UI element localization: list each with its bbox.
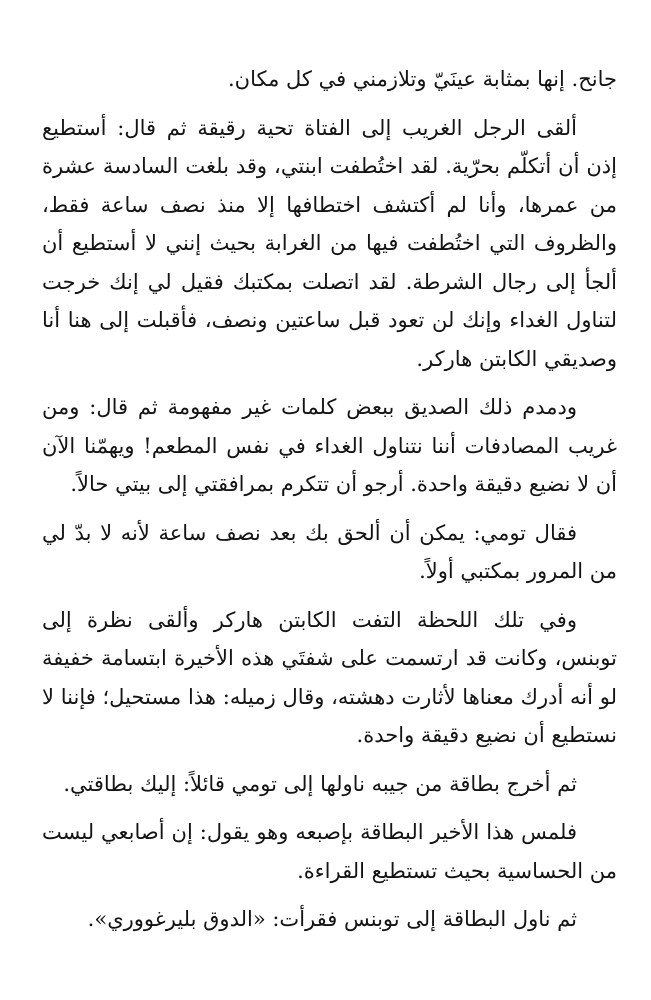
paragraph-continuation: جانح. إنها بمثابة عينَيّ وتلازمني في كل مكان. (227, 67, 617, 91)
paragraph: ودمدم ذلك الصديق ببعض كلمات غير مفهومة ثم قال: ومن غريب المصادفات أننا نتناول الغداء في نفس المطعم! ويهمّنا الآن أن لا نضيع دقيقة واحدة. أرجو أن تتكرم بمرافقتي إلى بيتي حالاً. (42, 395, 617, 496)
paragraph: ثم أخرج بطاقة من جيبه ناولها إلى تومي قائلاً: إليك بطاقتي. (63, 771, 577, 796)
paragraph: فلمس هذا الأخير البطاقة بإصبعه وهو يقول: إن أصابعي ليست من الحساسية بحيث تستطيع القراءة. (42, 820, 617, 883)
paragraph: وفي تلك اللحظة التفت الكابتن هاركر وألقى نظرة إلى توبنس، وكانت قد ارتسمت على شفتَي هذه الأخيرة ابتسامة خفيفة لو أنه أدرك معناها لأثارت دهشته، وقال زميله: هذا مستحيل؛ فإننا لا نستطيع أن نضيع دقيقة واحدة. (42, 607, 617, 747)
paragraph: فقال تومي: يمكن أن ألحق بك بعد نصف ساعة لأنه لا بدّ لي من المرور بمكتبي أولاً. (42, 520, 617, 583)
paragraph: ثم ناول البطاقة إلى توبنس فقرأت: «الدوق بليرغووري». (87, 907, 577, 931)
paragraph: ألقى الرجل الغريب إلى الفتاة تحية رقيقة ثم قال: أستطيع إذن أن أتكلّم بحرّية. لقد اختُطفت ابنتي، وقد بلغت السادسة عشرة من عمرها، وأنا لم أكتشف اختطافها إلا منذ نصف ساعة فقط، والظروف التي اختُطفت فيها من الغرابة بحيث إنني لا أستطيع أن ألجأ إلى رجال الشرطة. لقد اتصلت بمكتبك فقيل لي إنك خرجت لتناول الغداء وإنك لن تعود قبل ساعتين ونصف، فأقبلت إلى هنا أنا وصديقي الكابتن هاركر. (42, 115, 617, 371)
